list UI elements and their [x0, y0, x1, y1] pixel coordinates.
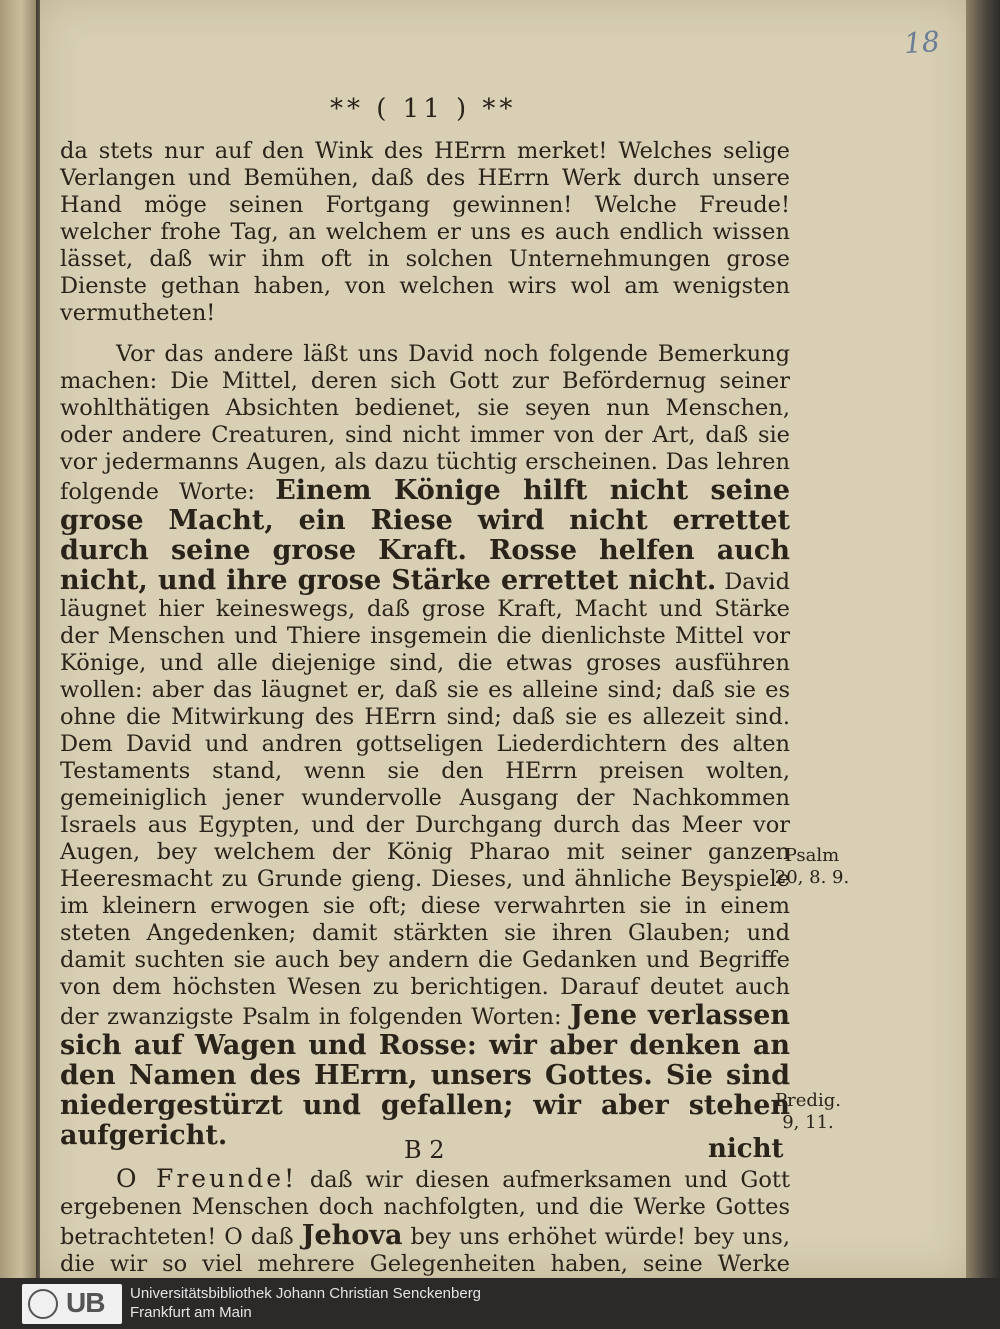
paragraph-1 [60, 138, 790, 327]
signature-mark: B 2 [404, 1136, 445, 1164]
margin-note-predig: Predig. 9, 11. [775, 1090, 841, 1133]
handwritten-page-number: 18 [902, 24, 941, 61]
text-segment: Jehova [301, 1220, 403, 1251]
catchword: nicht [708, 1134, 784, 1164]
text-segment: bey uns erhöhet würde! bey uns, die wir so viel mehrere Gelegenheiten haben, seine Werke [60, 1224, 790, 1277]
logo-text: UB [66, 1287, 105, 1318]
margin-note-psalm: Psalm 20, 8. 9. [774, 845, 850, 888]
footer-bar [0, 1278, 1000, 1329]
paragraph-2 [60, 341, 790, 1151]
library-logo[interactable] [22, 1284, 122, 1324]
portrait-emblem-icon [28, 1289, 58, 1319]
running-head: ** ( 11 ) ** [330, 94, 517, 124]
body-text [60, 138, 790, 1278]
library-name-line2: Frankfurt am Main [130, 1304, 252, 1321]
text-segment: Einem Könige hilft nicht seine grose Macht, ein Riese wird nicht errettet durch seine grose Kraft. Rosse helfen auch nicht, und ihre grose Stärke errettet nicht. [60, 475, 791, 596]
text-segment: da stets nur auf den Wink des HErrn merket! Welches selige Verlangen und Bemühen, daß des HErrn Werk durch unsere Hand möge seinen Fortgang gewinnen! Welche Freude! welcher frohe Tag, an welchem er uns es auch endlich wissen lässet, daß wir ihm oft in solchen Unternehmungen grose Dienste gethan haben, von welchen wirs wol am wenigsten vermutheten! [60, 138, 790, 326]
page-right-edge [966, 0, 1000, 1278]
paragraph-3 [60, 1165, 790, 1278]
previous-page-edge [0, 0, 38, 1278]
text-segment: Jene verlassen sich auf Wagen und Rosse: wir aber denken an den Namen des HErrn, unsers Gottes. Sie sind niedergestürzt und gefallen; wir aber stehen aufgericht. [60, 1000, 791, 1151]
text-segment: Vor das andere läßt uns David noch folgende Bemerkung machen: Die Mittel, deren sich Gott zur Befördernug seiner wohlthätigen Absichten bedienet, sie seyen nun Menschen, oder andere Creaturen, sind nicht immer von der Art, daß sie vor jedermanns Augen, als dazu tüchtig erscheinen. Das lehren folgende Worte: [60, 341, 790, 505]
text-segment: David läugnet hier keineswegs, daß grose Kraft, Macht und Stärke der Menschen und Thiere insgemein die dienlichste Mittel vor Könige, und alle diejenige sind, die etwas groses ausführen wollen: aber das läugnet er, daß sie es alleine sind; daß sie es ohne die Mitwirkung des HErrn sind; daß sie es allezeit sind. Dem David und andren gottseligen Liederdichtern des alten Testaments stand, wenn sie den HErrn preisen wolten, gemeiniglich jener wundervolle Ausgang der Nachkommen Israels aus Egypten, und der Durchgang durch das Meer vor Augen, bey welchem der König Pharao mit seiner ganzen Heeresmacht zu Grunde gieng. Dieses, und ähnliche Beyspiele im kleinern erwogen sie oft; diese verwahrten sie in einem steten Angedenken; damit stärkten sie ihren Glauben; und damit suchten sie auch bey andern die Gedanken und Begriffe von dem höchsten Wesen zu berichtigen. Darauf deutet auch der zwanzigste Psalm in folgenden Worten: [60, 569, 790, 1030]
text-segment: O Freunde! [116, 1164, 298, 1193]
library-name-line1: Universitätsbibliothek Johann Christian Senckenberg [130, 1285, 482, 1302]
library-name [130, 1284, 481, 1322]
text-segment: daß wir diesen aufmerksamen und Gott ergebenen Menschen doch nachfolgten, und die Werke Gottes betrachteten! O daß [60, 1167, 790, 1250]
